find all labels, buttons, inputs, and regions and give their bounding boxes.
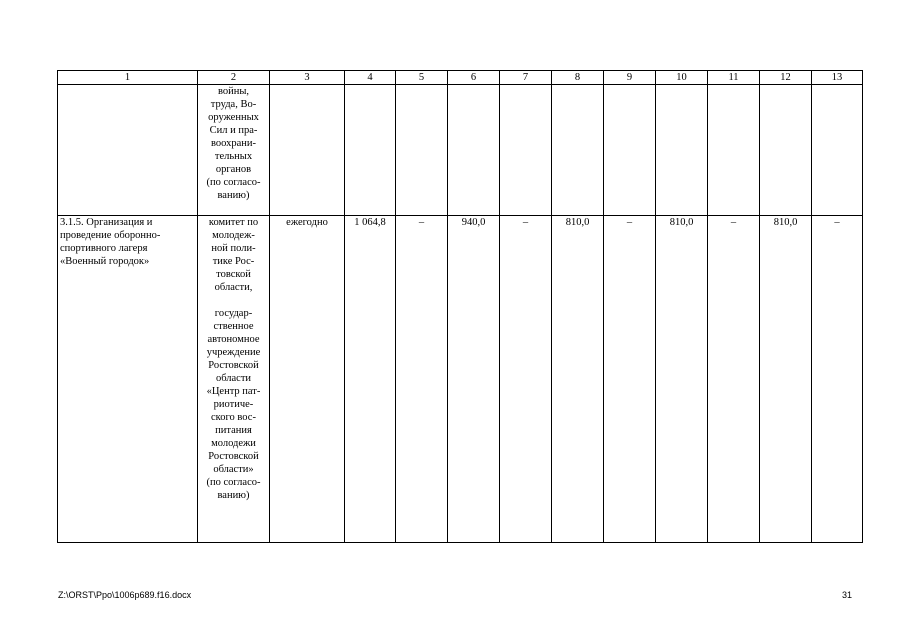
header-cell: 8 bbox=[552, 71, 604, 85]
value-cell: – bbox=[812, 216, 863, 543]
cell-line: Ростовской bbox=[208, 360, 259, 371]
cell-line: тельных bbox=[214, 151, 253, 162]
table-row bbox=[58, 216, 863, 543]
cell-line: органов bbox=[215, 164, 252, 175]
cell-line: ной поли- bbox=[211, 243, 256, 254]
cell-line: войны, bbox=[217, 86, 250, 97]
cell-line: молодеж- bbox=[212, 230, 255, 241]
cell-line: (по согласо- bbox=[206, 177, 261, 188]
header-cell: 2 bbox=[198, 71, 270, 85]
cell-line: ванию) bbox=[217, 490, 250, 501]
value-cell: 810,0 bbox=[656, 216, 708, 543]
cell-line: области» bbox=[213, 464, 254, 475]
header-cell: 6 bbox=[448, 71, 500, 85]
cell-line: молодежи bbox=[211, 438, 256, 449]
footer-file-path: Z:\ORST\Ppo\1006p689.f16.docx bbox=[58, 590, 192, 600]
cell-line: ского вос- bbox=[211, 412, 256, 423]
cell-line: оруженных bbox=[208, 112, 259, 123]
table-cell bbox=[58, 85, 198, 216]
executor-cell bbox=[198, 85, 270, 216]
header-cell: 5 bbox=[396, 71, 448, 85]
cell-line: ственное bbox=[213, 321, 254, 332]
header-cell: 11 bbox=[708, 71, 760, 85]
header-cell: 7 bbox=[500, 71, 552, 85]
period-cell: ежегодно bbox=[270, 216, 345, 543]
table-cell bbox=[552, 85, 604, 216]
header-cell: 1 bbox=[58, 71, 198, 85]
cell-spacer bbox=[200, 294, 267, 307]
activity-cell bbox=[58, 216, 198, 543]
table-cell bbox=[448, 85, 500, 216]
table-cell bbox=[396, 85, 448, 216]
data-table bbox=[57, 70, 863, 543]
cell-line: тике Рос- bbox=[212, 256, 255, 267]
cell-line: риотиче- bbox=[213, 399, 254, 410]
value-cell: – bbox=[604, 216, 656, 543]
cell-line: спортивного лагеря bbox=[60, 243, 148, 254]
cell-line: труда, Во- bbox=[210, 99, 257, 110]
cell-line: товской bbox=[216, 269, 251, 280]
value-cell: – bbox=[708, 216, 760, 543]
table-header-row bbox=[58, 71, 863, 85]
header-cell: 4 bbox=[345, 71, 396, 85]
value-cell: 810,0 bbox=[552, 216, 604, 543]
header-cell: 3 bbox=[270, 71, 345, 85]
header-cell: 10 bbox=[656, 71, 708, 85]
value-cell: 940,0 bbox=[448, 216, 500, 543]
value-cell: 1 064,8 bbox=[345, 216, 396, 543]
cell-line: комитет по bbox=[208, 217, 259, 228]
table-row bbox=[58, 85, 863, 216]
value-cell: – bbox=[396, 216, 448, 543]
table-cell bbox=[760, 85, 812, 216]
table-cell bbox=[812, 85, 863, 216]
cell-line: Ростовской bbox=[208, 451, 259, 462]
cell-line: «Центр пат- bbox=[206, 386, 261, 397]
header-cell: 13 bbox=[812, 71, 863, 85]
cell-line: «Военный городок» bbox=[60, 256, 150, 267]
cell-line: проведение оборонно- bbox=[60, 230, 161, 241]
header-cell: 12 bbox=[760, 71, 812, 85]
cell-line: ванию) bbox=[217, 190, 250, 201]
header-cell: 9 bbox=[604, 71, 656, 85]
table-cell bbox=[270, 85, 345, 216]
value-cell: 810,0 bbox=[760, 216, 812, 543]
cell-line: государ- bbox=[214, 308, 253, 319]
table-cell bbox=[500, 85, 552, 216]
cell-line: (по согласо- bbox=[206, 477, 261, 488]
table-cell bbox=[604, 85, 656, 216]
cell-line: 3.1.5. Организация и bbox=[60, 217, 153, 228]
cell-line: области, bbox=[214, 282, 253, 293]
value-cell: – bbox=[500, 216, 552, 543]
table-cell bbox=[656, 85, 708, 216]
cell-line: автономное bbox=[207, 334, 260, 345]
cell-line: области bbox=[215, 373, 252, 384]
cell-line: воохрани- bbox=[210, 138, 257, 149]
page-number: 31 bbox=[842, 590, 853, 600]
executor-cell bbox=[198, 216, 270, 543]
table-cell bbox=[708, 85, 760, 216]
cell-line: Сил и пра- bbox=[209, 125, 258, 136]
cell-line: питания bbox=[215, 425, 252, 436]
table-cell bbox=[345, 85, 396, 216]
cell-line: учреждение bbox=[206, 347, 261, 358]
